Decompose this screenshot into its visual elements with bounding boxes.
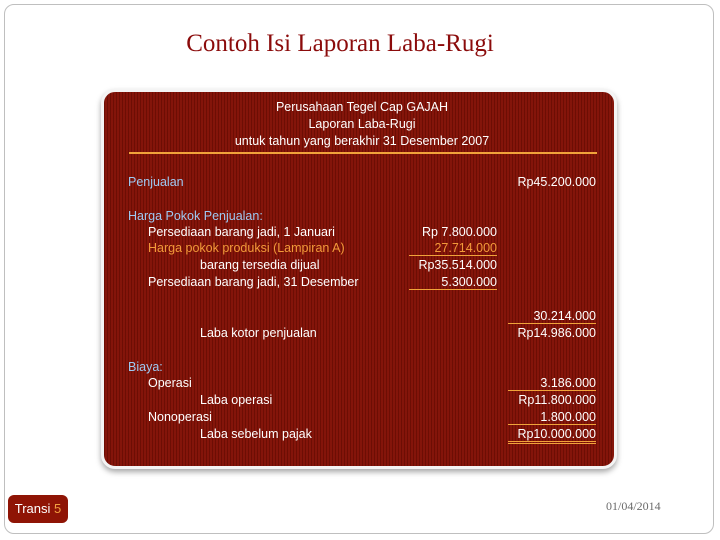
slide-number: 5 <box>54 501 62 516</box>
gross-profit-value: Rp14.986.000 <box>517 326 596 340</box>
operating-expense-value: 3.186.000 <box>508 376 596 391</box>
opening-inventory-value: Rp 7.800.000 <box>421 225 497 239</box>
footer-label: Transi <box>14 501 51 516</box>
pretax-profit-label: Laba sebelum pajak <box>200 427 312 441</box>
production-cost-value: 27.714.000 <box>409 241 497 256</box>
sales-value: Rp45.200.000 <box>517 175 596 189</box>
closing-inventory-value: 5.300.000 <box>409 275 497 290</box>
non-operating-value: 1.800.000 <box>508 410 596 425</box>
sales-label: Penjualan <box>128 175 184 189</box>
cogs-heading: Harga Pokok Penjualan: <box>128 209 263 223</box>
report-name: Laporan Laba-Rugi <box>308 117 416 131</box>
income-statement-panel <box>101 89 617 469</box>
slide-title: Contoh Isi Laporan Laba-Rugi <box>186 30 494 57</box>
expenses-heading: Biaya: <box>128 360 163 374</box>
closing-inventory-label: Persediaan barang jadi, 31 Desember <box>148 275 359 289</box>
report-period: untuk tahun yang berakhir 31 Desember 2007 <box>234 134 490 148</box>
footer-date: 01/04/2014 <box>606 499 661 513</box>
operating-profit-label: Laba operasi <box>200 393 273 407</box>
gross-profit-label: Laba kotor penjualan <box>200 326 317 340</box>
company-name: Perusahaan Tegel Cap GAJAH <box>275 100 449 114</box>
cogs-total-value: 30.214.000 <box>508 309 596 324</box>
goods-available-value: Rp35.514.000 <box>418 258 497 272</box>
production-cost-label: Harga pokok produksi (Lampiran A) <box>148 241 345 255</box>
operating-expense-label: Operasi <box>148 376 192 390</box>
operating-profit-value: Rp11.800.000 <box>518 393 596 407</box>
footer-badge <box>8 495 68 523</box>
goods-available-label: barang tersedia dijual <box>200 258 320 272</box>
header-divider <box>129 152 597 154</box>
opening-inventory-label: Persediaan barang jadi, 1 Januari <box>148 225 335 239</box>
non-operating-label: Nonoperasi <box>148 410 212 424</box>
pretax-profit-value: Rp10.000.000 <box>508 427 596 444</box>
